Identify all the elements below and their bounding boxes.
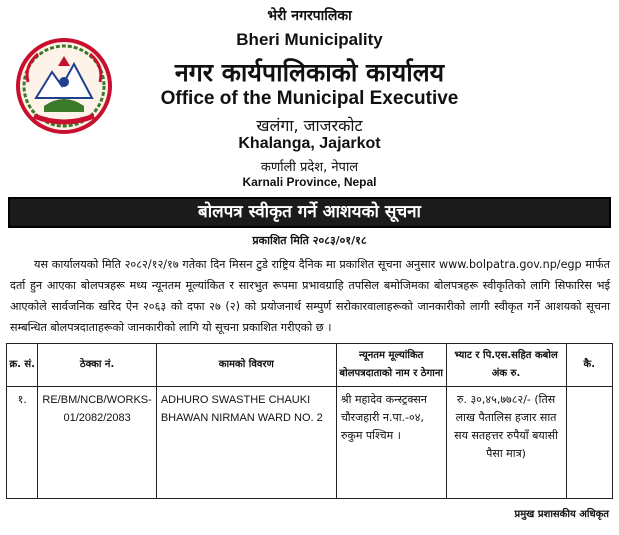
col-header-remarks: कै. xyxy=(566,344,612,387)
place-name-np: खलंगा, जाजरकोट xyxy=(256,116,363,135)
award-table xyxy=(6,343,613,499)
table-header-row xyxy=(7,344,613,387)
cell-bidder: श्री महादेव कन्स्ट्रक्सन चौरजहारी न.पा.-०४, रुकुम पश्चिम । xyxy=(336,387,446,499)
col-header-contract-no: ठेक्का नं. xyxy=(38,344,156,387)
place-name-en: Khalanga, Jajarkot xyxy=(238,135,381,152)
published-date: प्रकाशित मिति २०८३/०१/१८ xyxy=(252,234,367,247)
cell-work-desc: ADHURO SWASTHE CHAUKI BHAWAN NIRMAN WARD NO. 2 xyxy=(156,387,336,499)
notice-header xyxy=(0,0,619,195)
cell-sn: १. xyxy=(7,387,38,499)
municipality-name-np: भेरी नगरपालिका xyxy=(267,8,352,24)
office-name-np: नगर कार्यपालिकाको कार्यालय xyxy=(174,58,445,87)
cell-contract-no: RE/BM/NCB/WORKS-01/2082/2083 xyxy=(38,387,156,499)
col-header-work-desc: कामको विवरण xyxy=(156,344,336,387)
signature-title: प्रमुख प्रशासकीय अधिकृत xyxy=(514,509,609,520)
notice-paragraph: यस कार्यालयको मिति २०८२/१२/१७ गतेका दिन मिसन टुडे राष्ट्रिय दैनिक मा प्रकाशित सूचना अनुसार www.bolpatra.gov.np/egp मार्फत दर्ता हुन आएका बोलपत्रहरू मध्य न्यूनतम मूल्यांकित र सारभुत रूपमा प्रभावग्राहि तपसिल बमोजिमका बोलपत्रहरू स्वीकृतिको लागि सिफारिस भई आएकोले सार्वजनिक खरिद ऐन २०६३ को दफा २७ (२) को प्रयोजनार्थ सम्पुर्ण सरोकारवालाहरूको जानकारीको लागी स्वीकृत गर्ने आशयको सूचना सम्बन्धित बोलपत्रदाताहरूको जानकारीको लागि यो सूचना प्रकाशित गरीएको छ । xyxy=(10,258,610,334)
cell-remarks xyxy=(566,387,612,499)
municipality-name-en: Bheri Municipality xyxy=(236,30,383,49)
province-name-np: कर्णाली प्रदेश, नेपाल xyxy=(260,160,359,175)
col-header-amount: भ्याट र पि.एस.सहित कबोल अंक रु. xyxy=(446,344,566,387)
province-name-en: Karnali Province, Nepal xyxy=(242,175,377,189)
col-header-sn: क्र. सं. xyxy=(7,344,38,387)
col-header-bidder: न्यूनतम मूल्यांकित बोलपत्रदाताको नाम र ठेगाना xyxy=(336,344,446,387)
cell-amount: रु. ३०,४५,७७८२/- (तिस लाख पैतालिस हजार सात सय सतहत्तर रुपैयाँ बयासी पैसा मात्र) xyxy=(446,387,566,499)
notice-title-banner: बोलपत्र स्वीकृत गर्ने आशयको सूचना xyxy=(8,197,611,228)
office-name-en: Office of the Municipal Executive xyxy=(160,88,459,109)
table-row xyxy=(7,387,613,499)
notice-body xyxy=(10,254,610,338)
